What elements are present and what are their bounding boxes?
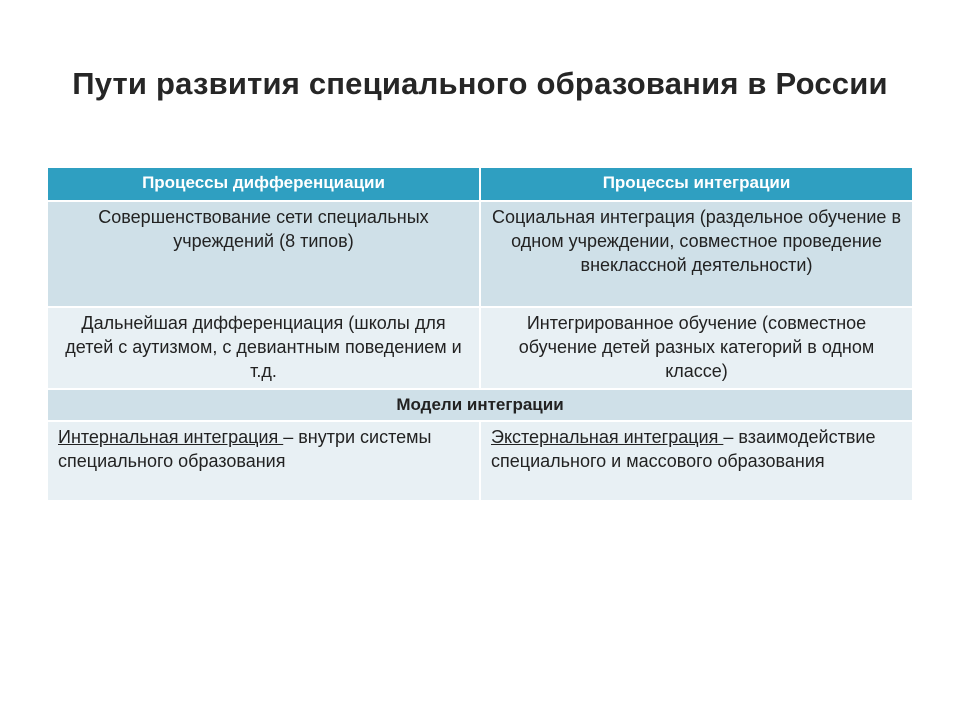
external-integration-desc: – взаимодействие специального и массового образования <box>491 427 876 471</box>
header-integration: Процессы интеграции <box>480 168 912 201</box>
cell-differentiation-1: Совершенствование сети специальных учреждений (8 типов) <box>48 201 480 307</box>
table-row <box>48 307 912 389</box>
table-row <box>48 201 912 307</box>
internal-integration-term: Интернальная интеграция <box>58 427 284 447</box>
external-integration-term: Экстернальная интеграция <box>491 427 724 447</box>
models-heading-row <box>48 389 912 421</box>
cell-external-integration <box>480 421 912 501</box>
table-row <box>48 421 912 501</box>
slide-title: Пути развития специального образования в России <box>72 66 888 101</box>
cell-internal-integration <box>48 421 480 501</box>
internal-integration-desc: – внутри системы специального образования <box>58 427 432 471</box>
header-differentiation: Процессы дифференциации <box>48 168 480 201</box>
cell-integration-2: Интегрированное обучение (совместное обучение детей разных категорий в одном классе) <box>480 307 912 389</box>
models-heading: Модели интеграции <box>48 389 912 421</box>
cell-differentiation-2: Дальнейшая дифференциация (школы для детей с аутизмом, с девиантным поведением и т.д. <box>48 307 480 389</box>
table-header-row <box>48 168 912 201</box>
cell-integration-1: Социальная интеграция (раздельное обучение в одном учреждении, совместное проведение внеклассной деятельности) <box>480 201 912 307</box>
comparison-table <box>48 168 912 502</box>
